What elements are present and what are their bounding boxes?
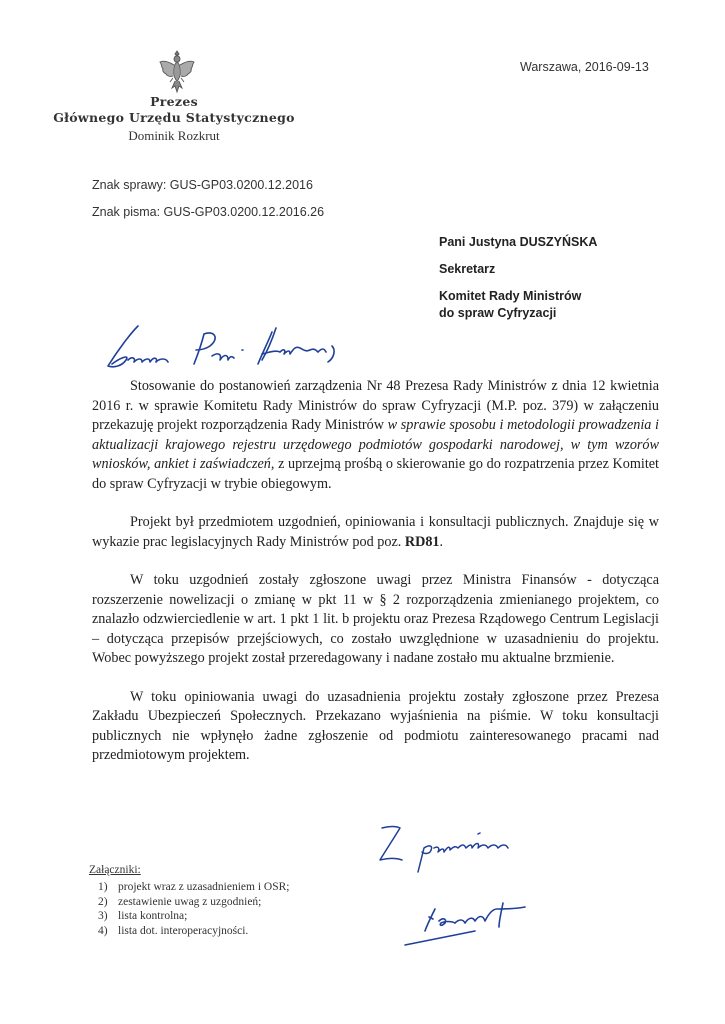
issuer-title-line2: Głównego Urzędu Statystycznego (53, 110, 295, 125)
issuer-title (40, 94, 308, 126)
handwritten-salutation (100, 320, 400, 380)
list-item: 1) projekt wraz z uzasadnieniem i OSR; (98, 881, 290, 893)
list-position-code: RD81 (404, 533, 440, 550)
attachments-title: Załączniki: (89, 864, 141, 876)
addressee-org-line1: Komitet Rady Ministrów (439, 289, 582, 303)
regulation-title: w sprawie sposobu i metodologii prowadzenia i aktualizacji krajowego rejestru urzędowego podmiotów gospodarki narodowej, w tym wzorów wniosków, ankiet i zaświadczeń, (92, 417, 659, 472)
issuer-name: Dominik Rozkrut (128, 128, 220, 143)
letter-reference: Znak pisma: GUS-GP03.0200.12.2016.26 (92, 205, 325, 219)
issuer-title-line1: Prezes (150, 94, 198, 109)
handwritten-closing (372, 818, 562, 874)
paragraph-3: W toku uzgodnień zostały zgłoszone uwagi przez Ministra Finansów - dotycząca rozszerzenie nowelizacji o zmianę w pkt 11 w § 2 rozporządzenia zmienianego projektem, co znalazło odzwierciedlenie w art. 1 pkt 1 lit. b projektu oraz Prezesa Rządowego Centrum Legislacji – dotycząca przepisów przejściowych, co zostało uwzględnione w uzasadnieniu do projektu. Wobec powyższego projekt został przeredagowany i nadane zostało mu aktualne brzmienie. (92, 572, 659, 666)
paragraph-1: Stosowanie do postanowień zarządzenia Nr 48 Prezesa Rady Ministrów z dnia 12 kwietnia 2016 r. w sprawie Komitetu Rady Ministrów do spraw Cyfryzacji (M.P. poz. 379) w załączeniu przekazuję projekt rozporządzenia Rady Ministrów w sprawie sposobu i metodologii prowadzenia i aktualizacji krajowego rejestru urzędowego podmiotów gospodarki narodowej, w tym wzorów wniosków, ankiet i zaświadczeń, z uprzejmą prośbą o skierowanie go do rozpatrzenia przez Komitet do spraw Cyfryzacji w trybie obiegowym. (92, 378, 659, 492)
signature (395, 895, 545, 955)
list-item: 4) lista dot. interoperacyjności. (98, 924, 249, 937)
paragraph-2: Projekt był przedmiotem uzgodnień, opiniowania i konsultacji publicznych. Znajduje się w wykazie prac legislacyjnych Rady Ministrów pod poz. RD81. (92, 514, 659, 550)
addressee-position: Sekretarz (439, 262, 496, 276)
letter-body (92, 377, 659, 766)
letter-date: Warszawa, 2016-09-13 (520, 60, 649, 74)
eagle-emblem-icon (158, 50, 196, 94)
list-item: 3) lista kontrolna; (98, 910, 188, 922)
list-item: 2) zestawienie uwag z uzgodnień; (98, 895, 262, 908)
addressee-name: Pani Justyna DUSZYŃSKA (439, 235, 598, 249)
case-reference: Znak sprawy: GUS-GP03.0200.12.2016 (92, 178, 313, 192)
paragraph-4: W toku opiniowania uwagi do uzasadnienia projektu zostały zgłoszone przez Prezesa Zakładu Ubezpieczeń Społecznych. Przekazano wyjaśnienia na piśmie. W toku konsultacji publicznych nie wpłynęło żadne zgłoszenie od podmiotu zainteresowanego pracami nad przedmiotowym projektem. (92, 688, 659, 763)
addressee-org-line2: do spraw Cyfryzacji (439, 306, 557, 320)
attachments-list (98, 880, 290, 938)
